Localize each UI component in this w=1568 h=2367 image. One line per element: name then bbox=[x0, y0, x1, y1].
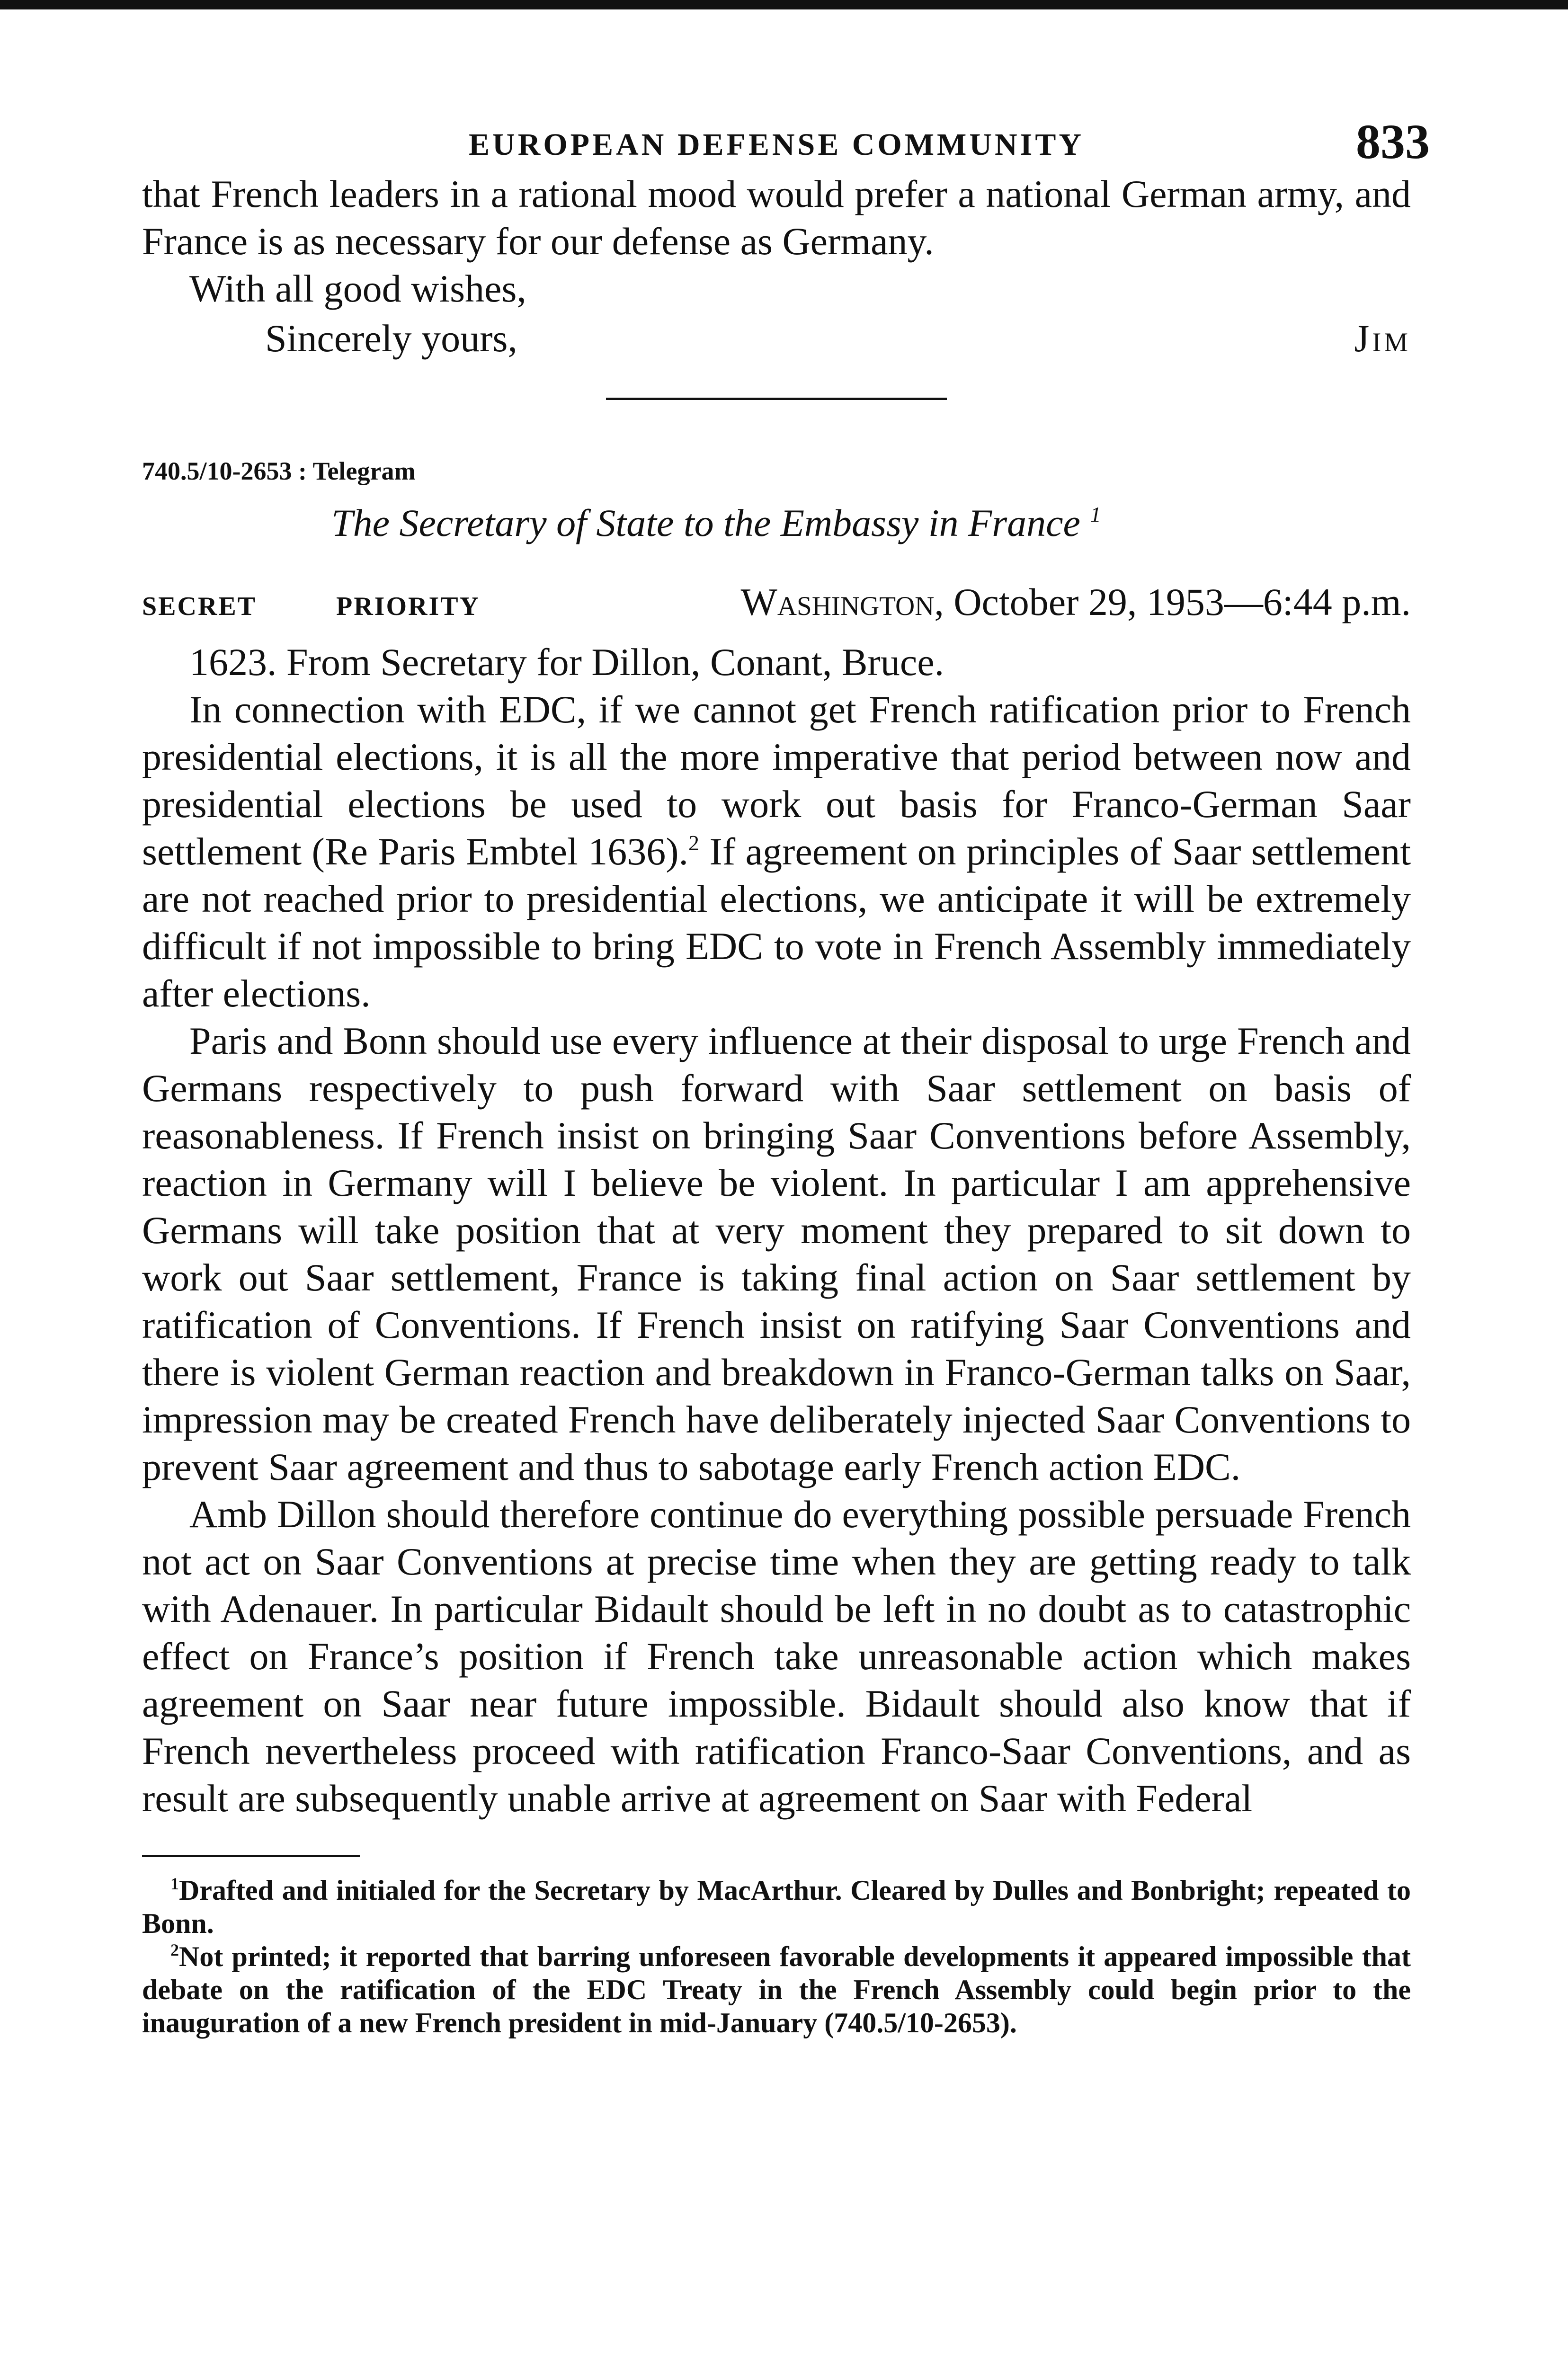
footnote-2 bbox=[142, 1940, 1411, 2039]
document-page bbox=[142, 114, 1430, 2039]
footnote-2-mark: 2 bbox=[170, 1940, 179, 1959]
telegram-paragraph-2-part-a: In connection with EDC, if we cannot get French ratification prior to French presidential elections, it is all the more imperative that period between now and presidential elections be used to work out basis for Franco-German Saar settlement (Re Paris Embtel 1636). bbox=[142, 688, 1411, 873]
telegram-paragraph-4: Amb Dillon should therefore continue do everything possible persuade French not act on Saar Conventions at precise time when they are getting ready to talk with Adenauer. In particular Bidault should be left in no doubt as to catastrophic effect on France’s position if French take unreasonable action which makes agreement on Saar near future impossible. Bidault should also know that if French nevertheless proceed with ratification Franco-Saar Conventions, and as result are subsequently unable arrive at agreement on Saar with Federal bbox=[142, 1493, 1411, 1820]
running-head bbox=[142, 114, 1430, 170]
document-title-text: The Secretary of State to the Embassy in France bbox=[331, 501, 1080, 544]
top-edge-rule bbox=[0, 0, 1568, 9]
dateline-place: Washington bbox=[740, 580, 935, 623]
footnote-divider bbox=[142, 1855, 360, 1857]
running-title: EUROPEAN DEFENSE COMMUNITY bbox=[468, 127, 1085, 162]
letter-wishes: With all good wishes, bbox=[189, 267, 526, 310]
telegram-paragraph-2-part-b: If agreement on principles of Saar settlement are not reached prior to presidential elections, we anticipate it will be extremely difficult if not impossible to bring EDC to vote in French Assembly immediately after elections. bbox=[142, 830, 1411, 1015]
precedence-label: PRIORITY bbox=[336, 592, 481, 621]
footnote-ref-1: 1 bbox=[1090, 502, 1101, 526]
telegram-paragraph-3: Paris and Bonn should use every influence at their disposal to urge French and Germans respectively to push forward with Saar settlement on basis of reasonableness. If French insist on bringing Saar Conventions before Assembly, reaction in Germany will I believe be violent. In particular I am apprehensive Germans will take position that at very moment they prepared to sit down to work out Saar settlement, France is taking final action on Saar settlement by ratification of Conventions. If French insist on ratifying Saar Conventions and there is violent German reaction and breakdown in Franco-German talks on Saar, impression may be created French have deliberately injected Saar Conventions to prevent Saar agreement and thus to sabotage early French action EDC. bbox=[142, 1019, 1411, 1488]
letter-signoff bbox=[265, 312, 1411, 365]
dateline-date: , October 29, 1953—6:44 p.m. bbox=[934, 580, 1411, 623]
footnote-1-text: Drafted and initialed for the Secretary by MacArthur. Cleared by Dulles and Bonbright; repeated to Bonn. bbox=[142, 1875, 1411, 1939]
section-divider bbox=[606, 398, 947, 400]
footnote-1 bbox=[142, 1874, 1411, 1940]
dateline-row bbox=[142, 580, 1411, 624]
page-number: 833 bbox=[1356, 115, 1430, 169]
footnote-1-mark: 1 bbox=[170, 1874, 179, 1893]
telegram-paragraph-1: 1623. From Secretary for Dillon, Conant, Bruce. bbox=[189, 641, 944, 684]
file-reference: 740.5/10-2653 : Telegram bbox=[142, 457, 416, 485]
document-title bbox=[331, 499, 1411, 547]
letter-signature: Jim bbox=[1354, 317, 1411, 360]
letter-continuation: that French leaders in a rational mood would prefer a national German army, and France is as necessary for our defense as Germany. bbox=[142, 172, 1411, 263]
classification-label: SECRET bbox=[142, 592, 257, 621]
footnote-2-text: Not printed; it reported that barring unforeseen favorable developments it appeared impossible that debate on the ratification of the EDC Treaty in the French Assembly could begin prior to the inauguration of a new French president in mid-January (740.5/10-2653). bbox=[142, 1941, 1411, 2038]
dateline bbox=[597, 580, 1411, 624]
letter-closing: Sincerely yours, bbox=[265, 317, 517, 360]
telegram-paragraph-2 bbox=[142, 686, 1411, 1017]
footnote-ref-2: 2 bbox=[688, 831, 700, 855]
